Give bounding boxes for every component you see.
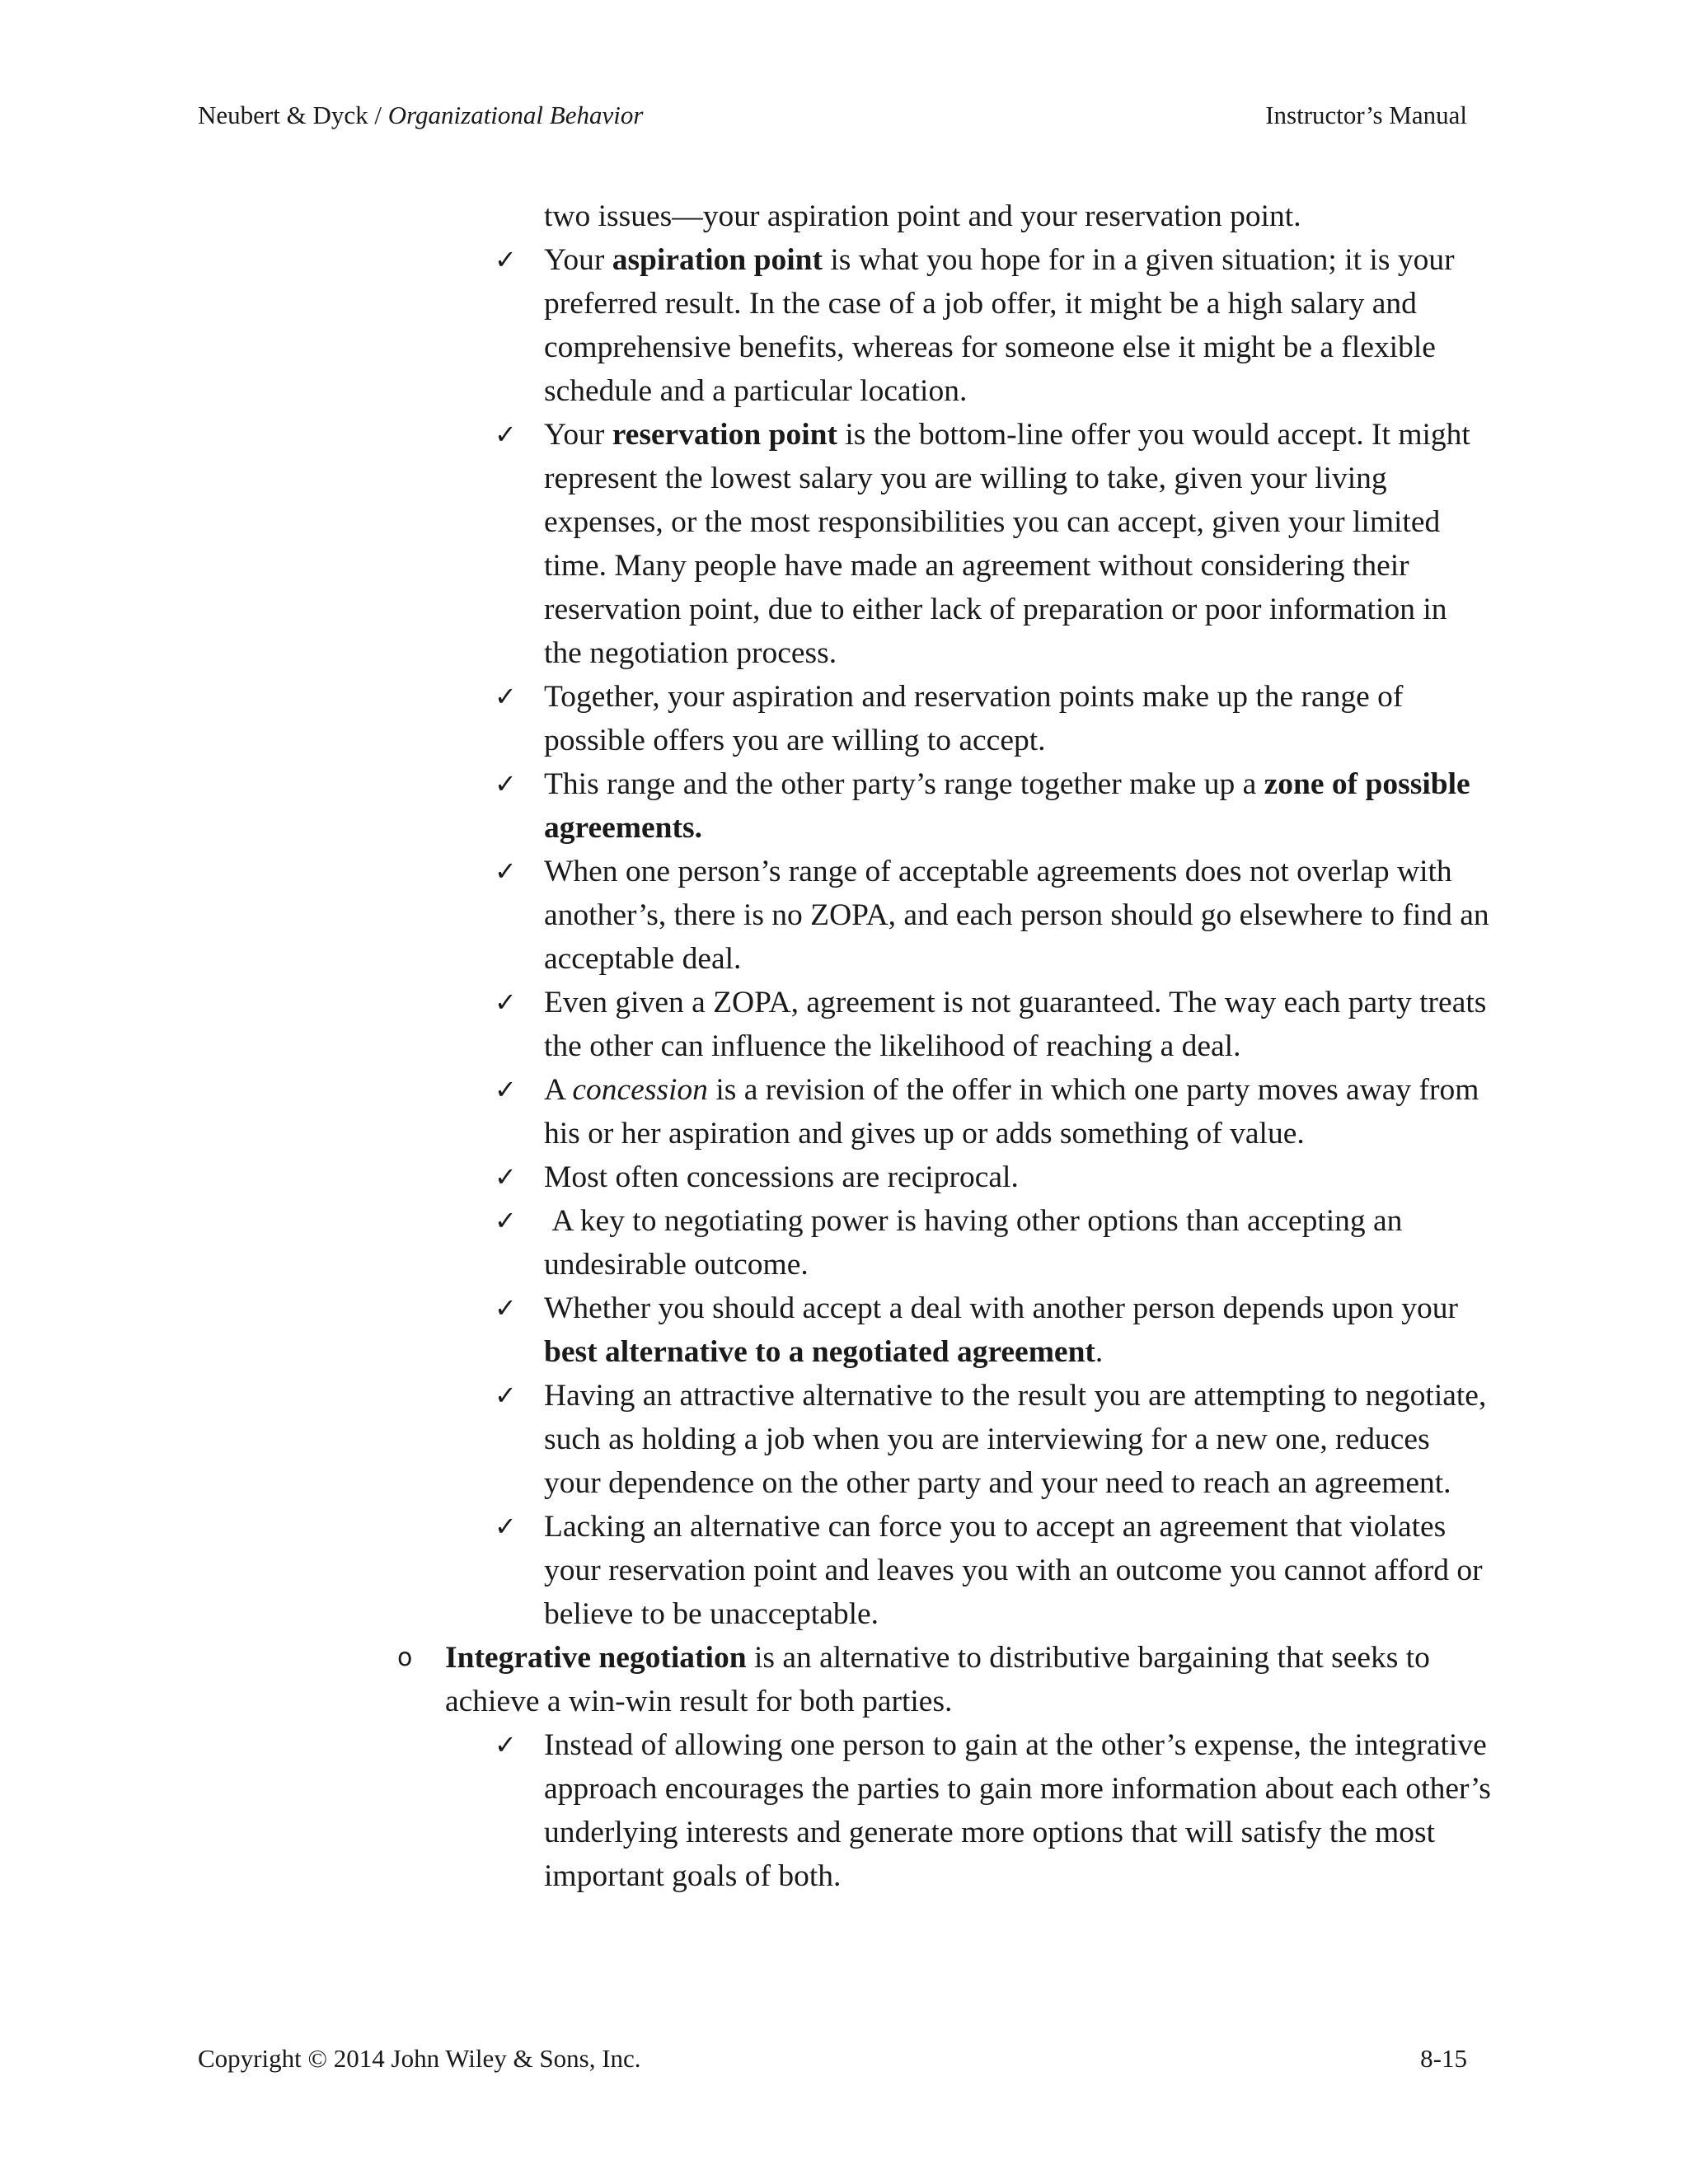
check-icon: ✓	[495, 1292, 517, 1324]
bullet-batna	[495, 1286, 1492, 1374]
subsection-integrative-negotiation	[397, 1636, 1496, 1723]
check-icon: ✓	[495, 1511, 517, 1542]
page-footer	[198, 2044, 1467, 2074]
bullet-text: is the bottom-line offer you would accept. It might represent the lowest salary you are willing to take, given your living expenses, or the most responsibilities you can accept, given your limited time. Many people have made an agreement without considering their reservation point, due to either lack of preparation or poor information in the negotiation process.	[544, 418, 1470, 670]
intro-line: two issues—your aspiration point and your reservation point.	[544, 199, 1301, 233]
bullet-lacking-alternative	[495, 1505, 1492, 1636]
bullet-text: is what you hope for in a given situation; it is your preferred result. In the case of a job offer, it might be a high salary and comprehensive benefits, whereas for someone else it might be a flexible schedule and a particular location.	[544, 243, 1455, 408]
check-icon: ✓	[495, 768, 517, 799]
copyright-text: Copyright © 2014 John Wiley & Sons, Inc.	[198, 2044, 641, 2073]
bullet-text: Your	[544, 418, 612, 452]
bullet-text: This range and the other party’s range together make up a	[544, 767, 1264, 801]
bullet-integrative-approach	[495, 1723, 1492, 1898]
bullet-text: A key to negotiating power is having other options than accepting an undesirable outcome.	[544, 1204, 1410, 1282]
bullet-zopa-definition	[495, 762, 1492, 850]
header-authors: Neubert & Dyck /	[198, 101, 388, 129]
header-left	[198, 101, 643, 130]
term-aspiration-point: aspiration point	[612, 243, 823, 277]
bullet-no-zopa	[495, 850, 1492, 981]
bullet-text: .	[1095, 1335, 1104, 1369]
bullet-range-of-offers	[495, 675, 1492, 762]
bullet-text: Having an attractive alternative to the result you are attempting to negotiate, such as holding a job when you are interviewing for a new one, reduces your dependence on the other party and your need to reach an agreement.	[544, 1379, 1487, 1500]
page-header	[198, 101, 1467, 130]
check-icon: ✓	[495, 1205, 517, 1236]
check-icon: ✓	[495, 855, 517, 887]
check-icon: ✓	[495, 681, 517, 712]
bullet-text: Lacking an alternative can force you to accept an agreement that violates your reservation point and leaves you with an outcome you cannot afford or believe to be unacceptable.	[544, 1510, 1483, 1631]
term-zopa: zone of possible agreements.	[544, 767, 1470, 845]
bullet-reciprocal	[495, 1155, 1492, 1199]
bullet-agreement-not-guaranteed	[495, 981, 1492, 1068]
page-number: 8-15	[1420, 2044, 1467, 2073]
bullet-text: Instead of allowing one person to gain at the other’s expense, the integrative approach encourages the parties to gain more information about each other’s underlying interests and generate more options that will satisfy the most important goals of both.	[544, 1728, 1491, 1893]
check-icon: ✓	[495, 419, 517, 450]
circle-bullet-icon: o	[397, 1643, 413, 1672]
check-icon: ✓	[495, 1074, 517, 1105]
bullet-text: Even given a ZOPA, agreement is not guaranteed. The way each party treats the other can influence the likelihood of reaching a deal.	[544, 986, 1487, 1063]
check-icon: ✓	[495, 1729, 517, 1760]
term-integrative-negotiation: Integrative negotiation	[445, 1641, 747, 1675]
page-body	[0, 194, 1688, 1898]
term-batna: best alternative to a negotiated agreement	[544, 1335, 1095, 1369]
bullet-text: Your	[544, 243, 612, 277]
bullet-text: A	[544, 1073, 573, 1107]
bullet-text: When one person’s range of acceptable agreements does not overlap with another’s, there is no ZOPA, and each person should go elsewhere to find an acceptable deal.	[544, 855, 1489, 976]
check-icon: ✓	[495, 1161, 517, 1193]
term-concession: concession	[572, 1073, 708, 1107]
term-reservation-point: reservation point	[612, 418, 837, 452]
check-icon: ✓	[495, 244, 517, 275]
bullet-concession	[495, 1068, 1492, 1155]
bullet-attractive-alternative	[495, 1374, 1492, 1505]
check-icon: ✓	[495, 1380, 517, 1411]
bullet-text: is a revision of the offer in which one party moves away from his or her aspiration and gives up or adds something of value.	[544, 1073, 1479, 1151]
check-icon: ✓	[495, 987, 517, 1018]
bullet-aspiration-point	[495, 238, 1492, 413]
bullet-negotiating-power	[495, 1199, 1492, 1286]
bullet-text: Whether you should accept a deal with another person depends upon your	[544, 1291, 1459, 1325]
bullet-text: Most often concessions are reciprocal.	[544, 1160, 1019, 1194]
bullet-reservation-point	[495, 413, 1492, 675]
header-book-title: Organizational Behavior	[387, 101, 644, 129]
bullet-text: is an alternative to distributive bargaining that seeks to achieve a win-win result for both parties.	[445, 1641, 1430, 1718]
bullet-text: Together, your aspiration and reservation points make up the range of possible offers you are willing to accept.	[544, 680, 1404, 757]
header-manual-label: Instructor’s Manual	[1265, 101, 1467, 129]
